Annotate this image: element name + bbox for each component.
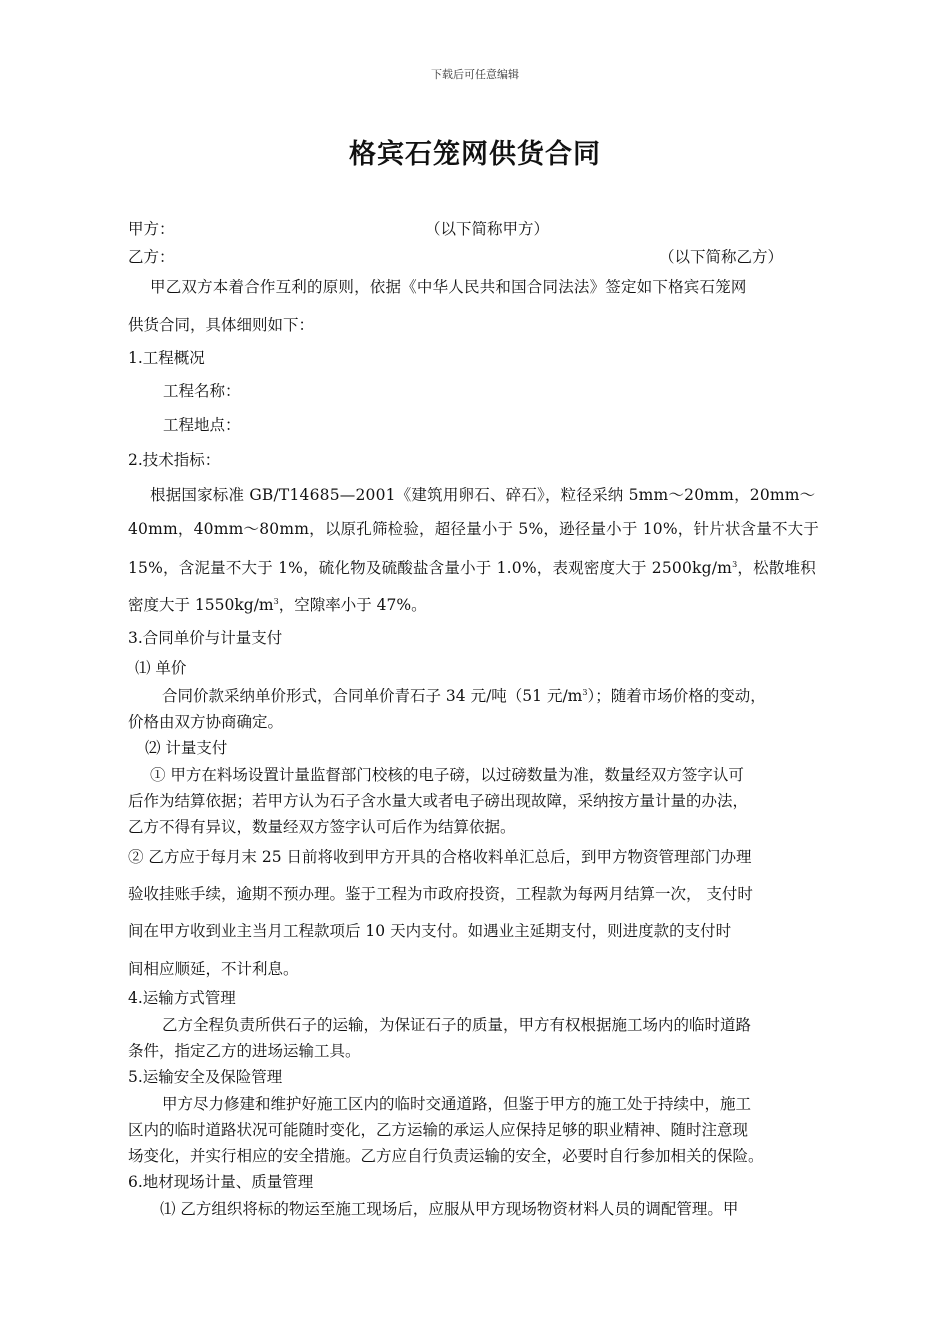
price-line-2: 价格由双方协商确定。 xyxy=(128,713,284,731)
intro-line-2: 供货合同，具体细则如下： xyxy=(128,316,315,334)
spec-line-2: 40mm，40mm～80mm，以原孔筛检验，超径量小于 5%，逊径量小于 10%，针片状含量不大于 xyxy=(128,520,820,538)
safety-line-2: 区内的临时道路状况可能随时变化，乙方运输的承运人应保持足够的职业精神、随时注意现 xyxy=(128,1121,749,1139)
unit-superscript: 3 xyxy=(732,559,738,569)
price-line-1-tail: ）；随着市场价格的变动， xyxy=(587,687,766,705)
payment-item-1-line-3: 乙方不得有异议，数量经双方签字认可后作为结算依据。 xyxy=(128,818,516,836)
unit-superscript: 3 xyxy=(273,596,279,606)
project-name-label: 工程名称： xyxy=(163,382,241,400)
transport-line-2: 条件，指定乙方的进场运输工具。 xyxy=(128,1042,361,1060)
section-3-title: 3.合同单价与计量支付 xyxy=(128,629,283,647)
payment-item-2-line-4: 间相应顺延，不计利息。 xyxy=(128,960,299,978)
transport-line-1: 乙方全程负责所供石子的运输，为保证石子的质量，甲方有权根据施工场内的临时道路 xyxy=(162,1016,752,1034)
payment-item-2-line-1: ② 乙方应于每月末 25 日前将收到甲方开具的合格收料单汇总后，到甲方物资管理部门办理 xyxy=(128,848,752,866)
document-title: 格宾石笼网供货合同 xyxy=(349,139,601,170)
spec-line-4 xyxy=(128,594,427,616)
section-1-title: 1.工程概况 xyxy=(128,349,205,367)
party-a-note: （以下简称甲方） xyxy=(425,220,550,238)
party-b-label: 乙方： xyxy=(128,248,175,266)
spec-line-3-tail: ，松散堆积 xyxy=(737,559,816,577)
section-2-title: 2.技术指标： xyxy=(128,451,221,469)
section-6-title: 6.地材现场计量、质量管理 xyxy=(128,1173,314,1191)
payment-item-1-line-1: ① 甲方在料场设置计量监督部门校核的电子磅，以过磅数量为准，数量经双方签字认可 xyxy=(150,766,744,784)
party-b-note: （以下简称乙方） xyxy=(659,248,784,266)
payment-item-2-line-3: 间在甲方收到业主当月工程款项后 10 天内支付。如遇业主延期支付，则进度款的支付时 xyxy=(128,922,732,940)
intro-line-1: 甲乙双方本着合作互利的原则，依据《中华人民共和国合同法法》签定如下格宾石笼网 xyxy=(150,278,747,296)
header-note: 下载后可任意编辑 xyxy=(431,68,519,81)
price-line-1 xyxy=(162,685,766,707)
section-4-title: 4.运输方式管理 xyxy=(128,989,236,1007)
project-place-label: 工程地点： xyxy=(163,416,241,434)
spec-line-3-text: 15%，含泥量不大于 1%，硫化物及硫酸盐含量小于 1.0%，表观密度大于 2500kg/m xyxy=(128,559,733,577)
spec-line-1: 根据国家标准 GB/T14685—2001《建筑用卵石、碎石》，粒径采纳 5mm～20mm，20mm～ xyxy=(150,486,816,504)
safety-line-3: 场变化，并实行相应的安全措施。乙方应自行负责运输的安全，必要时自行参加相关的保险。 xyxy=(128,1147,764,1165)
spec-line-4-text: 密度大于 1550kg/m xyxy=(128,596,274,614)
site-management-line-1: ⑴ 乙方组织将标的物运至施工现场后，应服从甲方现场物资材料人员的调配管理。甲 xyxy=(160,1200,739,1218)
spec-line-4-tail: ，空隙率小于 47%。 xyxy=(278,596,427,614)
measurement-subtitle: ⑵ 计量支付 xyxy=(145,739,228,757)
payment-item-2-line-2: 验收挂账手续，逾期不预办理。鉴于工程为市政府投资，工程款为每两月结算一次， 支付时 xyxy=(128,885,753,903)
unit-superscript: 3 xyxy=(582,687,588,697)
safety-line-1: 甲方尽力修建和维护好施工区内的临时交通道路，但鉴于甲方的施工处于持续中，施工 xyxy=(162,1095,752,1113)
section-5-title: 5.运输安全及保险管理 xyxy=(128,1068,283,1086)
payment-item-1-line-2: 后作为结算依据；若甲方认为石子含水量大或者电子磅出现故障，采纳按方量计量的办法， xyxy=(128,792,749,810)
unit-price-subtitle: ⑴ 单价 xyxy=(135,659,187,677)
party-a-label: 甲方： xyxy=(128,220,175,238)
spec-line-3 xyxy=(128,557,816,579)
price-line-1-text: 合同价款采纳单价形式，合同单价青石子 34 元/吨（51 元/m xyxy=(162,687,583,705)
